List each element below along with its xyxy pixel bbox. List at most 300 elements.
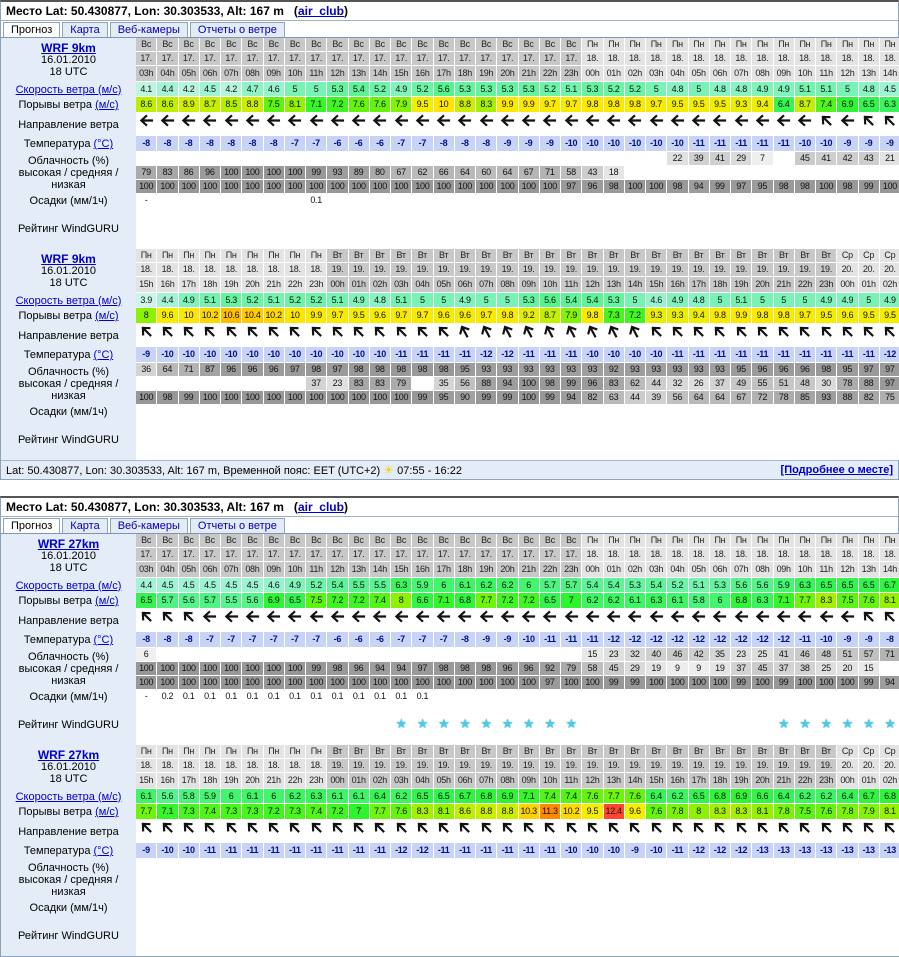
cell-cloud-mid [200, 873, 220, 886]
cell-cloud-low: 100 [264, 676, 284, 689]
cell-rating [880, 208, 899, 248]
wind-direction-arrow [731, 113, 751, 135]
cell-days: Пн [136, 745, 156, 758]
cell-rating [327, 704, 347, 744]
cell-days: Вт [540, 745, 560, 758]
tab-map-2[interactable]: Карта [62, 518, 107, 533]
row-label-wind-speed: Скорость ветра (м/с) [15, 790, 122, 803]
cell-rating [157, 704, 177, 744]
cell-wind: 5 [285, 82, 305, 96]
cell-cloud-low: 82 [859, 391, 879, 404]
cell-cloud-high: 98 [349, 363, 369, 376]
cell-precip [859, 405, 879, 418]
cell-precip [434, 405, 454, 418]
cell-cloud-low: 100 [625, 180, 645, 193]
cell-temp: -9 [880, 136, 899, 151]
wind-direction-arrow [519, 609, 539, 631]
cell-cloud-high [179, 648, 199, 661]
cell-wind: 4.2 [221, 82, 241, 96]
cell-cloud-high: 25 [752, 648, 772, 661]
cell-precip [816, 405, 836, 418]
cell-wind: 4.4 [157, 293, 177, 307]
cell-wind: 5.5 [349, 578, 369, 592]
cell-precip [859, 690, 879, 703]
wind-direction-arrow [795, 324, 815, 346]
wind-direction-arrow [752, 820, 772, 842]
wind-direction-arrow [136, 609, 156, 631]
tab-webcams[interactable]: Веб-камеры [110, 22, 188, 37]
star-icon [561, 704, 581, 744]
cell-cloud-mid: 83 [349, 377, 369, 390]
wind-direction-arrow [285, 820, 305, 842]
row-precip [136, 405, 899, 418]
cell-cloud-high [774, 152, 794, 165]
cell-wind: 4.5 [157, 578, 177, 592]
cell-cloud-low: 100 [285, 180, 305, 193]
run-time: 18 UTC [49, 773, 88, 785]
cell-dates: 19. [327, 263, 347, 276]
cell-rating [880, 915, 899, 955]
cell-dates: 18. [136, 759, 156, 772]
cell-hours: 08h [752, 66, 772, 81]
cell-gusts: 9.6 [434, 308, 454, 323]
cell-temp: -7 [242, 632, 262, 647]
wind-direction-arrow [880, 113, 899, 135]
cell-cloud-mid [221, 873, 241, 886]
wind-direction-arrow [349, 113, 369, 135]
cell-cloud-low: 100 [795, 676, 815, 689]
cell-wind: 6.4 [774, 789, 794, 803]
wind-direction-arrow [880, 324, 899, 346]
cell-dates: 19. [561, 263, 581, 276]
cell-gusts: 9.9 [519, 97, 539, 112]
cell-gusts: 8.8 [497, 804, 517, 819]
cell-cloud-low: 100 [412, 676, 432, 689]
star-icon [859, 704, 879, 744]
cell-precip [731, 194, 751, 207]
cell-rating [349, 704, 369, 744]
wind-direction-arrow [476, 609, 496, 631]
cell-wind: 4.8 [731, 82, 751, 96]
cell-days: Вт [519, 249, 539, 262]
cell-temp: -12 [774, 632, 794, 647]
cell-cloud-low [412, 887, 432, 900]
cell-cloud-low: 100 [646, 180, 666, 193]
cell-gusts: 7.2 [327, 593, 347, 608]
cell-rating [242, 915, 262, 955]
cell-gusts: 5.6 [242, 593, 262, 608]
cell-days: Вт [731, 745, 751, 758]
cell-days: Пн [625, 38, 645, 51]
cell-days: Вс [370, 534, 390, 547]
cell-cloud-mid: 66 [434, 166, 454, 179]
cell-hours: 23h [561, 66, 581, 81]
cell-wind: 6.5 [412, 789, 432, 803]
cell-days: Ср [859, 745, 879, 758]
cell-cloud-high [540, 648, 560, 661]
row-label-column [1, 249, 136, 460]
cell-temp: -11 [285, 843, 305, 858]
row-days [136, 249, 899, 262]
cell-precip [306, 901, 326, 914]
cell-temp: -10 [157, 843, 177, 858]
cell-cloud-mid [710, 873, 730, 886]
wind-direction-arrow [179, 609, 199, 631]
cell-days: Пн [646, 38, 666, 51]
cell-cloud-mid: 35 [434, 377, 454, 390]
star-icon: ★ [416, 716, 429, 731]
cell-dates: 17. [434, 52, 454, 65]
cell-days: Пн [774, 534, 794, 547]
cell-cloud-high [285, 648, 305, 661]
cell-dates: 17. [285, 52, 305, 65]
cell-hours: 20h [242, 773, 262, 788]
cell-cloud-high [157, 648, 177, 661]
cell-gusts: 6.3 [646, 593, 666, 608]
cell-cloud-low: 100 [561, 676, 581, 689]
cell-gusts: 6.9 [837, 97, 857, 112]
cell-rating [476, 208, 496, 248]
forecast-block-wrf-9km [1, 249, 898, 460]
wind-direction-arrow [391, 609, 411, 631]
cell-dates: 17. [242, 548, 262, 561]
cell-temp: -11 [816, 347, 836, 362]
cell-gusts: 9.9 [731, 308, 751, 323]
cell-dates: 17. [349, 548, 369, 561]
cell-rating [221, 419, 241, 459]
cell-hours: 09h [519, 277, 539, 292]
cell-days: Вс [455, 534, 475, 547]
cell-dates: 17. [540, 52, 560, 65]
star-icon: ★ [501, 716, 514, 731]
cell-rating [816, 208, 836, 248]
cell-temp: -11 [476, 843, 496, 858]
cell-cloud-low: 95 [434, 391, 454, 404]
cell-cloud-mid: 51 [774, 377, 794, 390]
cell-cloud-high [519, 152, 539, 165]
cell-cloud-low: 64 [710, 391, 730, 404]
cell-days: Вс [561, 38, 581, 51]
star-icon: ★ [841, 716, 854, 731]
cell-dates: 19. [752, 263, 772, 276]
model-link[interactable]: WRF 9km [41, 41, 96, 55]
wind-direction-arrow [625, 609, 645, 631]
cell-gusts: 9.5 [667, 97, 687, 112]
cell-cloud-low [455, 887, 475, 900]
cell-temp: -8 [179, 136, 199, 151]
cell-dates: 18. [306, 759, 326, 772]
wind-direction-arrow [455, 324, 475, 346]
cell-precip [200, 194, 220, 207]
cell-temp: -13 [880, 843, 899, 858]
cell-cloud-high [221, 859, 241, 872]
cell-dates: 19. [497, 759, 517, 772]
cell-hours: 04h [157, 562, 177, 577]
run-time: 18 UTC [49, 277, 88, 289]
cell-gusts: 9.7 [476, 308, 496, 323]
cell-hours: 07h [476, 773, 496, 788]
cell-gusts: 9.4 [752, 97, 772, 112]
cell-cloud-low: 100 [285, 676, 305, 689]
cell-temp: -12 [689, 632, 709, 647]
cell-cloud-high: 23 [604, 648, 624, 661]
cell-hours: 12h [582, 773, 602, 788]
cell-cloud-low: 99 [710, 180, 730, 193]
cell-cloud-low: 100 [434, 180, 454, 193]
cell-cloud-mid: 94 [391, 662, 411, 675]
cell-dates: 20. [859, 263, 879, 276]
cell-temp: -7 [412, 136, 432, 151]
cell-precip: 0.1 [412, 690, 432, 703]
tab-webcams-2[interactable]: Веб-камеры [110, 518, 188, 533]
cell-cloud-low [816, 887, 836, 900]
cell-cloud-high: 36 [136, 363, 156, 376]
cell-cloud-mid: 79 [391, 377, 411, 390]
cell-gusts: 7 [561, 593, 581, 608]
cell-dates: 18. [816, 548, 836, 561]
wind-direction-arrow [434, 820, 454, 842]
row-cloud-high [136, 152, 899, 165]
cell-temp: -6 [327, 632, 347, 647]
star-icon: ★ [437, 716, 450, 731]
cell-cloud-high: 32 [625, 648, 645, 661]
cell-precip: 0.1 [391, 690, 411, 703]
cell-cloud-low: 100 [306, 180, 326, 193]
cell-precip [689, 405, 709, 418]
cell-cloud-low: 100 [880, 180, 899, 193]
cell-days: Вс [136, 38, 156, 51]
cell-rating [689, 704, 709, 744]
tab-forecast[interactable]: Прогноз [3, 22, 60, 37]
cell-temp: -11 [412, 347, 432, 362]
cell-days: Вс [221, 534, 241, 547]
cell-hours: 15h [136, 277, 156, 292]
cell-gusts: 9.4 [689, 308, 709, 323]
more-about-spot-link[interactable]: [Подробнее о месте] [780, 464, 893, 476]
cell-rating [731, 208, 751, 248]
cell-temp: -11 [731, 136, 751, 151]
cell-wind: 4.9 [667, 293, 687, 307]
cell-days: Пн [306, 745, 326, 758]
cell-wind: 4.9 [837, 293, 857, 307]
wind-direction-arrow [795, 609, 815, 631]
cell-temp: -11 [242, 843, 262, 858]
cell-cloud-low: 100 [306, 676, 326, 689]
cell-cloud-high: 21 [880, 152, 899, 165]
cell-cloud-high: 98 [434, 363, 454, 376]
cell-hours: 03h [391, 773, 411, 788]
cell-precip [285, 194, 305, 207]
cell-cloud-low: 100 [519, 180, 539, 193]
model-link[interactable]: WRF 27km [37, 748, 100, 762]
wind-direction-arrow [646, 324, 666, 346]
cell-wind: 5.3 [327, 82, 347, 96]
wind-direction-arrow [497, 820, 517, 842]
wind-direction-arrow [519, 113, 539, 135]
model-link[interactable]: WRF 27km [37, 537, 100, 551]
cell-cloud-mid: 32 [667, 377, 687, 390]
wind-direction-arrow [412, 820, 432, 842]
cell-precip [497, 690, 517, 703]
cell-precip [540, 690, 560, 703]
cell-rating [349, 915, 369, 955]
cell-rating [604, 208, 624, 248]
cell-days: Пн [221, 745, 241, 758]
cell-cloud-mid: 37 [774, 662, 794, 675]
cell-cloud-mid [731, 873, 751, 886]
cell-cloud-high [434, 859, 454, 872]
cell-cloud-high: 42 [837, 152, 857, 165]
cell-hours: 18h [200, 277, 220, 292]
cell-cloud-high [136, 859, 156, 872]
cell-gusts: 8.1 [880, 593, 899, 608]
cell-rating [221, 208, 241, 248]
cell-wind: 5.8 [179, 789, 199, 803]
cell-temp: -11 [667, 347, 687, 362]
wind-direction-arrow [412, 113, 432, 135]
cell-precip [412, 901, 432, 914]
row-label-column [1, 745, 136, 956]
cell-cloud-high: 6 [136, 648, 156, 661]
cell-cloud-mid [859, 166, 879, 179]
cell-cloud-high [604, 859, 624, 872]
cell-wind: 4.5 [200, 578, 220, 592]
cell-hours: 18h [455, 562, 475, 577]
wind-direction-arrow [625, 324, 645, 346]
cell-hours: 15h [391, 562, 411, 577]
cell-precip [816, 690, 836, 703]
row-dates [136, 263, 899, 276]
cell-cloud-low: 82 [582, 391, 602, 404]
cell-days: Вс [434, 38, 454, 51]
cell-precip [561, 690, 581, 703]
cell-temp: -7 [264, 632, 284, 647]
cell-hours: 08h [242, 66, 262, 81]
cell-days: Пн [689, 38, 709, 51]
cell-rating [349, 419, 369, 459]
wind-direction-arrow [816, 113, 836, 135]
cell-days: Вт [646, 249, 666, 262]
cell-cloud-high [157, 859, 177, 872]
cell-hours: 07h [221, 562, 241, 577]
cell-dates: 18. [667, 548, 687, 561]
spot-link-2[interactable]: air_club [297, 500, 344, 514]
cell-cloud-high: 7 [752, 152, 772, 165]
cell-gusts: 7.7 [370, 804, 390, 819]
cell-cloud-high: 41 [774, 648, 794, 661]
wind-direction-arrow [327, 609, 347, 631]
cell-hours: 15h [391, 66, 411, 81]
cell-wind: 5.4 [349, 82, 369, 96]
cell-wind: 5.6 [752, 578, 772, 592]
cell-cloud-mid: 83 [604, 377, 624, 390]
wind-direction-arrow [582, 324, 602, 346]
cell-wind: 6.7 [880, 578, 899, 592]
cell-cloud-high: 87 [200, 363, 220, 376]
row-label-direction: Направление ветра [18, 825, 119, 838]
cell-gusts: 9.2 [519, 308, 539, 323]
cell-cloud-low: 99 [476, 391, 496, 404]
cell-rating [752, 915, 772, 955]
cell-cloud-mid: 62 [625, 377, 645, 390]
cell-cloud-low: 100 [370, 180, 390, 193]
wind-direction-arrow [731, 609, 751, 631]
cell-cloud-low: 100 [179, 676, 199, 689]
row-dates [136, 52, 899, 65]
cell-rating [859, 419, 879, 459]
cell-temp: -11 [434, 347, 454, 362]
cell-rating [455, 915, 475, 955]
cell-cloud-mid: 99 [561, 377, 581, 390]
cell-cloud-mid [816, 873, 836, 886]
cell-cloud-low: 94 [561, 391, 581, 404]
cell-dates: 19. [412, 263, 432, 276]
cell-wind: 5 [476, 293, 496, 307]
cell-precip [667, 194, 687, 207]
cell-cloud-low: 100 [519, 391, 539, 404]
cell-cloud-low: 100 [264, 391, 284, 404]
cell-cloud-low: 100 [667, 676, 687, 689]
cell-dates: 18. [880, 52, 899, 65]
cell-rating [646, 208, 666, 248]
tab-map[interactable]: Карта [62, 22, 107, 37]
tab-wind-reports[interactable]: Отчеты о ветре [190, 22, 285, 37]
cell-days: Пн [221, 249, 241, 262]
cell-wind: 4.9 [285, 578, 305, 592]
cell-hours: 06h [455, 277, 475, 292]
tab-wind-reports-2[interactable]: Отчеты о ветре [190, 518, 285, 533]
wind-direction-arrow [752, 324, 772, 346]
cell-hours: 16h [667, 773, 687, 788]
cell-cloud-low: 93 [816, 391, 836, 404]
tab-forecast-2[interactable]: Прогноз [3, 518, 60, 533]
cell-precip [646, 690, 666, 703]
cell-cloud-low [582, 887, 602, 900]
cell-temp: -11 [731, 347, 751, 362]
cell-cloud-mid [370, 873, 390, 886]
cell-precip: 0.1 [221, 690, 241, 703]
cell-wind: 6.5 [816, 578, 836, 592]
cell-temp: -6 [349, 632, 369, 647]
cell-days: Вт [561, 249, 581, 262]
cell-cloud-low: 100 [391, 391, 411, 404]
cell-dates: 19. [710, 263, 730, 276]
wind-direction-arrow [391, 113, 411, 135]
cell-cloud-low: 97 [540, 676, 560, 689]
cell-wind: 4.6 [264, 578, 284, 592]
cell-wind: 6.1 [136, 789, 156, 803]
cell-cloud-high [200, 152, 220, 165]
cell-precip [816, 194, 836, 207]
cell-precip [179, 405, 199, 418]
cell-hours: 18h [710, 773, 730, 788]
cell-days: Пн [795, 534, 815, 547]
cell-wind: 5.6 [731, 578, 751, 592]
cell-dates: 19. [540, 759, 560, 772]
cell-cloud-mid [306, 873, 326, 886]
cell-precip [625, 690, 645, 703]
star-icon: ★ [565, 716, 577, 731]
row-wind [136, 578, 899, 592]
spot-link[interactable]: air_club [297, 4, 344, 18]
cell-temp: -11 [795, 347, 815, 362]
cell-days: Вт [497, 745, 517, 758]
cell-gusts: 9.8 [710, 308, 730, 323]
cell-cloud-mid: 19 [710, 662, 730, 675]
cell-gusts: 8.3 [412, 804, 432, 819]
model-link[interactable]: WRF 9km [41, 252, 96, 266]
cell-wind: 5.3 [497, 82, 517, 96]
